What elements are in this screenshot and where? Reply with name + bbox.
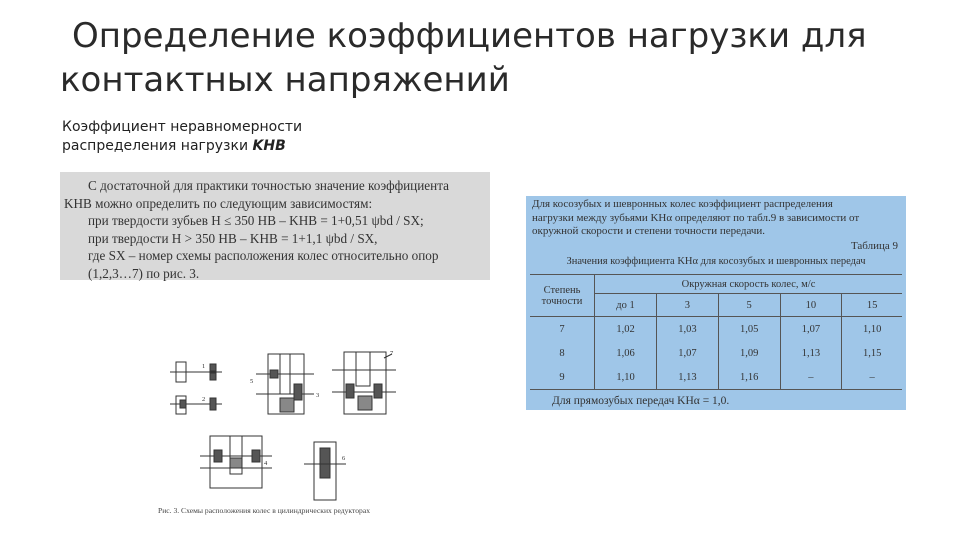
label-6: 6 xyxy=(342,455,346,462)
value-cell: 1,13 xyxy=(657,365,719,390)
subtitle-prefix: распределения нагрузки xyxy=(62,138,253,154)
formula-block xyxy=(60,172,490,280)
scheme-6-icon xyxy=(304,442,346,500)
slide-title xyxy=(60,14,880,102)
value-cell: 1,16 xyxy=(718,365,780,390)
intro-line: нагрузки между зубьями KHα определяют по табл.9 в зависимости от xyxy=(532,211,860,224)
label-3: 3 xyxy=(316,392,320,399)
value-cell: 1,10 xyxy=(595,365,657,390)
scheme-7-icon xyxy=(332,352,396,414)
load-coefficient-table-panel xyxy=(526,196,906,410)
speed-header: 10 xyxy=(780,294,842,317)
grade-cell: 8 xyxy=(530,341,595,365)
value-cell: 1,07 xyxy=(657,341,719,365)
formula-line: (1,2,3…7) по рис. 3. xyxy=(88,265,200,281)
value-cell: 1,10 xyxy=(862,323,882,335)
formula-line: при твердости H > 350 HB – KHB = 1+1,1 ψbd / SX, xyxy=(88,230,378,246)
table-intro xyxy=(532,198,900,239)
value-cell: 1,03 xyxy=(657,317,719,342)
formula-line: С достаточной для практики точностью значение коэффициента xyxy=(88,178,449,193)
table-number: Таблица 9 xyxy=(850,240,898,252)
table-header-row xyxy=(530,275,902,294)
table-row xyxy=(530,341,902,365)
speed-header: 5 xyxy=(718,294,780,317)
value-cell: 1,13 xyxy=(780,341,842,365)
scheme-2-icon xyxy=(170,396,222,414)
figure-caption: Рис. 3. Схемы расположения колес в цилиндрических редукторах xyxy=(158,506,370,515)
header-speed-group: Окружная скорость колес, м/с xyxy=(595,275,903,294)
formula-line: KHB можно определить по следующим зависимостям: xyxy=(64,195,373,211)
value-cell: 1,07 xyxy=(780,317,842,342)
value-cell: 1,06 xyxy=(595,341,657,365)
coefficient-table xyxy=(530,274,902,390)
scheme-1-icon xyxy=(170,362,222,382)
subtitle-line-1: Коэффициент неравномерности xyxy=(62,119,303,135)
speed-header: 3 xyxy=(657,294,719,317)
value-cell: 1,15 xyxy=(862,347,882,359)
label-1: 1 xyxy=(202,363,206,370)
label-2: 2 xyxy=(202,396,206,403)
table-note: Для прямозубых передач KHα = 1,0. xyxy=(552,395,730,407)
grade-cell: 7 xyxy=(530,317,595,342)
title-line-1: Определение коэффициентов нагрузки для xyxy=(72,16,867,56)
subtitle xyxy=(62,118,302,156)
intro-line: Для косозубых и шевронных колес коэффициент распределения xyxy=(532,198,833,210)
formula-line: при твердости зубьев H ≤ 350 HB – KHB = 1+0,51 ψbd / SX; xyxy=(88,213,424,228)
label-5: 5 xyxy=(250,378,254,385)
table-row xyxy=(530,317,902,342)
header-precision-grade: Степень точности xyxy=(530,275,595,317)
scheme-4-icon xyxy=(200,436,272,488)
intro-line: окружной скорости и степени точности передачи. xyxy=(532,225,766,237)
title-line-2: контактных напряжений xyxy=(60,60,510,100)
speed-header: до 1 xyxy=(595,294,657,317)
subtitle-symbol: KHB xyxy=(252,138,286,154)
grade-cell: 9 xyxy=(530,365,595,390)
label-4: 4 xyxy=(264,460,268,467)
value-cell: – xyxy=(842,365,902,390)
formula-line: где SX – номер схемы расположения колес относительно опор xyxy=(88,248,439,263)
speed-header: 15 xyxy=(842,294,902,317)
gear-layout-diagram xyxy=(160,340,460,530)
subtitle-line-2 xyxy=(62,137,302,156)
label-7: 7 xyxy=(390,350,394,357)
value-cell: – xyxy=(780,365,842,390)
value-cell: 1,05 xyxy=(718,317,780,342)
value-cell: 1,02 xyxy=(595,317,657,342)
scheme-3-icon xyxy=(256,354,314,414)
value-cell: 1,09 xyxy=(718,341,780,365)
table-row xyxy=(530,365,902,390)
table-caption: Значения коэффициента KHα для косозубых и шевронных передач xyxy=(566,256,866,267)
